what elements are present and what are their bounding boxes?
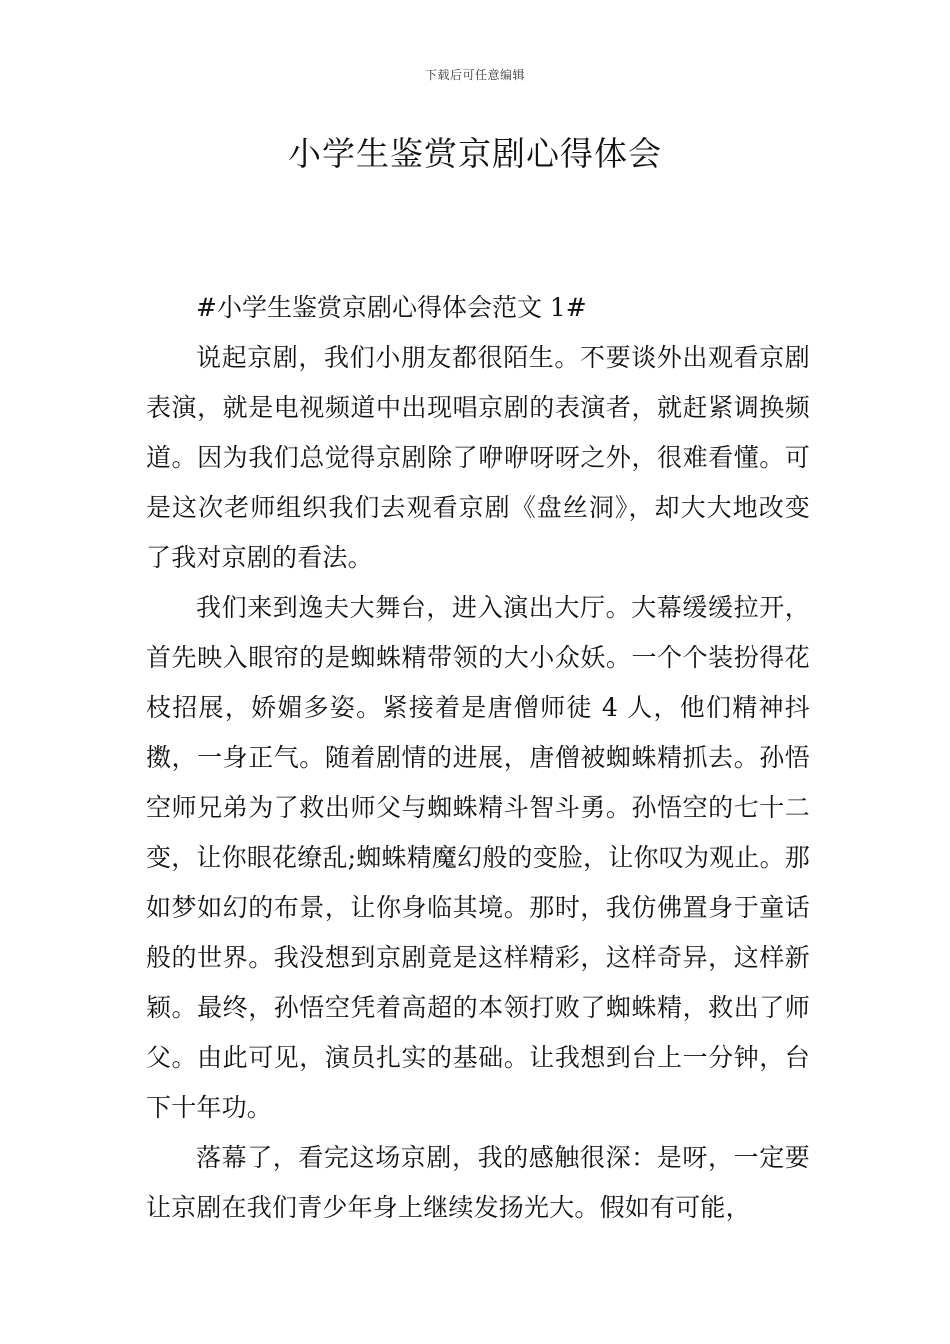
paragraph-2: 我们来到逸夫大舞台，进入演出大厅。大幕缓缓拉开，首先映入眼帘的是蜘蛛精带领的大小众妖。一个个装扮得花枝招展，娇媚多姿。紧接着是唐僧师徒 4 人，他们精神抖擞，一身正气。随着剧情的进展，唐僧被蜘蛛精抓去。孙悟空师兄弟为了救出师父与蜘蛛精斗智斗勇。孙悟空的七十二变，让你眼花缭乱;蜘蛛精魔幻般的变脸，让你叹为观止。那如梦如幻的布景，让你身临其境。那时，我仿佛置身于童话般的世界。我没想到京剧竟是这样精彩，这样奇异，这样新颖。最终，孙悟空凭着高超的本领打败了蜘蛛精，救出了师父。由此可见，演员扎实的基础。让我想到台上一分钟，台下十年功。 xyxy=(146,593,810,1122)
header-note: 下载后可任意编辑 xyxy=(424,68,525,82)
paragraph-3: 落幕了，看完这场京剧，我的感触很深：是呀，一定要让京剧在我们青少年身上继续发扬光大。假如有可能， xyxy=(146,1143,810,1222)
paragraph-1: 说起京剧，我们小朋友都很陌生。不要谈外出观看京剧表演，就是电视频道中出现唱京剧的表演者，就赶紧调换频道。因为我们总觉得京剧除了咿咿呀呀之外，很难看懂。可是这次老师组织我们去观看京剧《盘丝洞》，却大大地改变了我对京剧的看法。 xyxy=(146,343,810,572)
section-heading: #小学生鉴赏京剧心得体会范文 1# xyxy=(196,293,587,322)
document-body xyxy=(146,283,810,1233)
document-title: 小学生鉴赏京剧心得体会 xyxy=(288,134,662,173)
